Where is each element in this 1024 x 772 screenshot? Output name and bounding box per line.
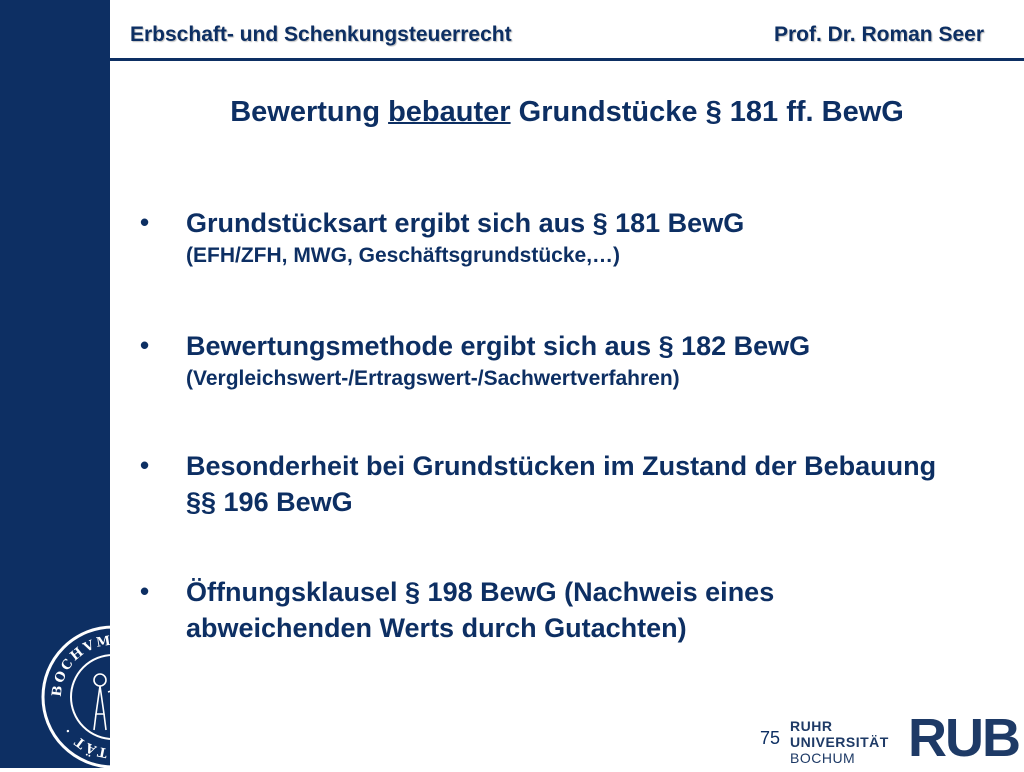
bullet-main-text: Grundstücksart ergibt sich aus § 181 BewG [186,208,745,238]
rub-logo: RUB [908,708,1019,768]
university-seal-icon [38,622,188,772]
university-line-1: RUHR [790,718,833,734]
slide-title [110,96,1024,129]
bullet-main-text: Besonderheit bei Grundstücken im Zustand der Bebauung §§ 196 BewG [186,451,937,517]
bullet-marker: • [140,576,150,606]
university-line-2: UNIVERSITÄT [790,734,889,750]
page-number: 75 [760,728,781,748]
bullet-marker: • [140,207,150,237]
university-line-3: BOCHUM [790,750,856,766]
title-suffix: Grundstücke § 181 ff. BewG [510,96,904,128]
bullet-marker: • [140,450,150,480]
seal-text: BOCHVM · RVHR-VNIVERSITÄT · [49,633,177,761]
course-title: Erbschaft- und Schenkungsteuerrecht [130,23,512,46]
bullet-main-text: Öffnungsklausel § 198 BewG (Nachweis eines abweichenden Werts durch Gutachten) [186,577,775,643]
university-name [790,718,889,766]
title-prefix: Bewertung [230,96,389,128]
svg-text:BOCHVM · RVHR-VNIVERSITÄT · [50,633,177,760]
title-underlined-word: bebauter [388,96,511,128]
author-name: Prof. Dr. Roman Seer [773,23,984,46]
bullet-main-text: Bewertungsmethode ergibt sich aus § 182 BewG [186,331,811,361]
bullet-marker: • [140,330,150,360]
bullet-sub-text: (EFH/ZFH, MWG, Geschäftsgrundstücke,…) [186,244,621,267]
bullet-sub-text: (Vergleichswert-/Ertragswert-/Sachwertverfahren) [186,367,680,390]
header-divider [110,58,1024,61]
